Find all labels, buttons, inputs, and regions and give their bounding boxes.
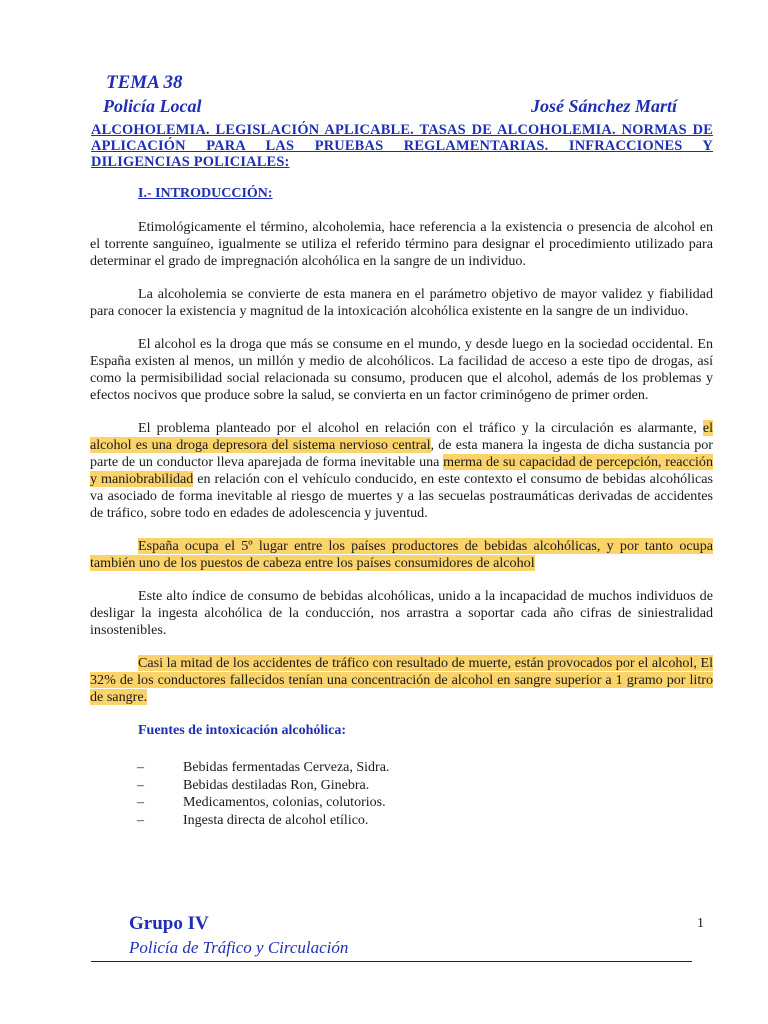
document-title: ALCOHOLEMIA. LEGISLACIÓN APLICABLE. TASAS DE ALCOHOLEMIA. NORMAS DE APLICACIÓN PARA LAS PRUEBAS REGLAMENTARIAS. INFRACCIONES Y DILIGENCIAS POLICIALES: <box>91 122 713 170</box>
paragraph-1: Etimológicamente el término, alcoholemia, hace referencia a la existencia o presencia de alcohol en el torrente sanguíneo, igualmente se utiliza el referido término para designar el procedimiento utilizado para determinar el grado de impregnación alcohólica en la sangre de un individuo. <box>90 219 713 269</box>
section-heading: I.- INTRODUCCIÓN: <box>138 186 273 201</box>
list-item-text: Ingesta directa de alcohol etílico. <box>183 812 369 828</box>
header-author: José Sánchez Martí <box>531 96 678 116</box>
paragraph-6: Este alto índice de consumo de bebidas alcohólicas, unido a la incapacidad de muchos individuos de desligar la ingesta alcohólica de la conducción, nos arrastra a soportar cada año cifras de siniestralidad insostenibles. <box>90 588 713 638</box>
dash-bullet: – <box>137 812 144 828</box>
dash-bullet: – <box>137 760 144 775</box>
list-item <box>90 759 713 777</box>
subheading: Fuentes de intoxicación alcohólica: <box>138 723 347 738</box>
list-item-text: Medicamentos, colonias, colutorios. <box>183 795 386 810</box>
highlight-espana: España ocupa el 5º lugar entre los países productores de bebidas alcohólicas, y por tanto ocupa también uno de los puestos de cabeza entre los países consumidores de alcohol <box>90 538 713 571</box>
list-item-text: Bebidas fermentadas Cerveza, Sidra. <box>183 760 390 775</box>
highlight-depresora: el alcohol es una droga depresora del sistema nervioso central <box>90 420 713 453</box>
dash-bullet: – <box>137 777 144 793</box>
list-item-text: Bebidas destiladas Ron, Ginebra. <box>183 777 370 793</box>
paragraph-4-text-c: en relación con el vehículo conducido, en este contexto el consumo de bebidas alcohólicas va asociado de forma inevitable al riesgo de muertes y a las secuelas postraumáticas derivadas de accidentes de tráfico, sobre todo en edades de adolescencia y juventud. <box>90 471 713 521</box>
footer-group: Grupo IV <box>129 913 209 934</box>
list-item <box>90 777 713 795</box>
paragraph-4-text-a: El problema planteado por el alcohol en relación con el tráfico y la circulación es alarmante, <box>138 420 703 436</box>
highlight-accidentes: Casi la mitad de los accidentes de tráfico con resultado de muerte, están provocados por el alcohol, El 32% de los conductores fallecidos tenían una concentración de alcohol en sangre superior a 1 gramo por litro de sangre. <box>90 655 713 705</box>
document-body <box>90 219 713 829</box>
header-topic: TEMA 38 <box>106 72 183 93</box>
page-number: 1 <box>697 916 704 931</box>
dash-bullet: – <box>137 795 144 810</box>
paragraph-4 <box>90 420 713 522</box>
header-organization: Policía Local <box>103 96 202 116</box>
paragraph-4-text-b: , de esta manera la ingesta de dicha sustancia por parte de un conductor lleva aparejada de forma inevitable una <box>90 437 713 470</box>
list-item <box>90 812 713 830</box>
highlight-merma: merma de su capacidad de percepción, reacción y maniobrabilidad <box>90 454 713 487</box>
paragraph-3: El alcohol es la droga que más se consume en el mundo, y desde luego en la sociedad occidental. En España existen al menos, un millón y medio de alcohólicos. La facilidad de acceso a este tipo de drogas, así como la permisibilidad social relacionada su consumo, producen que el alcohol, además de los problemas y efectos nocivos que produce sobre la salud, se convierta en un factor criminógeno de primer orden. <box>90 336 713 403</box>
paragraph-5 <box>90 538 713 572</box>
footer-rule <box>91 961 692 962</box>
footer-subtitle: Policía de Tráfico y Circulación <box>129 938 349 957</box>
paragraph-7 <box>90 655 713 706</box>
paragraph-2: La alcoholemia se convierte de esta manera en el parámetro objetivo de mayor validez y fiabilidad para conocer la existencia y magnitud de la intoxicación alcohólica existente en la sangre de un individuo. <box>90 286 713 319</box>
sources-list <box>90 759 713 829</box>
list-item <box>90 794 713 812</box>
